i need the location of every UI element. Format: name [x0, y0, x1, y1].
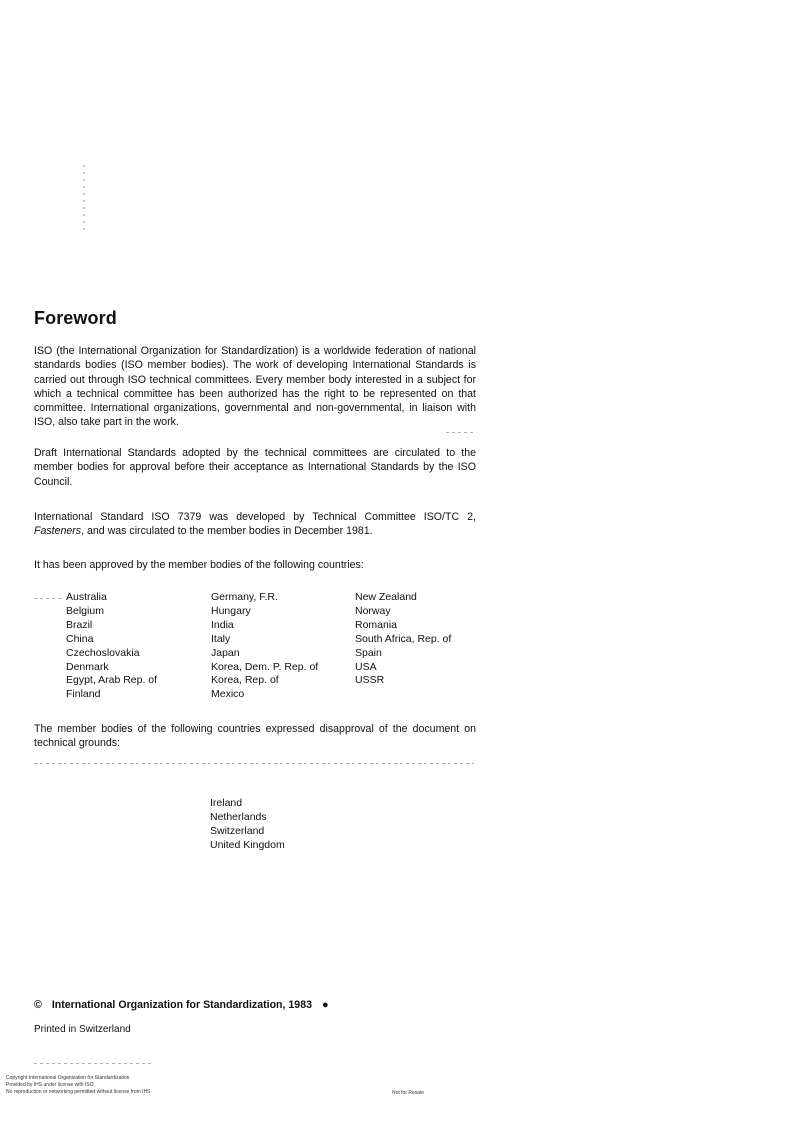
- country-item: Spain: [355, 646, 382, 659]
- footer-line: Provided by IHS under license with ISO: [6, 1082, 94, 1088]
- paragraph-iso-7379: [34, 510, 476, 539]
- country-item: Norway: [355, 604, 391, 617]
- copyright-line: [34, 999, 329, 1011]
- scan-artifact-line: [34, 1063, 154, 1064]
- p3-end-text: , and was circulated to the member bodies in December 1981.: [81, 525, 373, 538]
- country-item: Brazil: [66, 618, 93, 631]
- country-item: Czechoslovakia: [66, 646, 140, 659]
- scan-artifact-dots: [83, 165, 85, 231]
- country-item: United Kingdom: [210, 838, 285, 851]
- approved-countries-list: [66, 591, 486, 702]
- country-item: China: [66, 632, 94, 645]
- footer-line: Copyright International Organization for Standardization: [6, 1075, 130, 1081]
- country-item: Ireland: [210, 797, 243, 809]
- page-title: Foreword: [34, 308, 117, 328]
- paragraph-draft-standards: Draft International Standards adopted by the technical committees are circulated to the member bodies for approval before their acceptance as International Standards by the ISO Council.: [34, 447, 476, 488]
- printed-location: Printed in Switzerland: [34, 1024, 131, 1035]
- footer-line: No reproduction or networking permitted without license from IHS: [6, 1089, 151, 1095]
- country-item: Belgium: [66, 604, 104, 617]
- country-item: Romania: [355, 618, 398, 631]
- country-item: Australia: [66, 591, 107, 603]
- bullet-icon: ●: [322, 999, 329, 1011]
- country-item: Germany, F.R.: [211, 591, 278, 603]
- country-item: Egypt, Arab Rep. of: [66, 674, 158, 687]
- paragraph-disapproval-intro: The member bodies of the following countries expressed disapproval of the document on technical grounds:: [34, 723, 476, 750]
- not-for-resale-label: Not for Resale: [392, 1090, 424, 1096]
- country-item: USA: [355, 660, 377, 673]
- p3-committee-name: Fasteners: [34, 525, 82, 538]
- p3-start-text: International Standard ISO 7379 was developed by Technical Committee ISO/TC 2,: [34, 511, 476, 523]
- country-item: Mexico: [211, 688, 245, 701]
- country-item: Korea, Rep. of: [211, 674, 279, 687]
- country-item: Switzerland: [210, 824, 265, 837]
- country-item: Korea, Dem. P. Rep. of: [211, 660, 319, 673]
- approved-countries-column-1: [66, 591, 211, 702]
- license-footer: [6, 1075, 151, 1096]
- country-item: Netherlands: [210, 810, 267, 823]
- scan-artifact-line: [34, 598, 64, 599]
- country-item: Japan: [211, 646, 240, 659]
- country-item: Denmark: [66, 660, 109, 673]
- disapproving-countries-list: [210, 797, 285, 853]
- copyright-symbol: ©: [34, 999, 42, 1011]
- paragraph-approval-intro: It has been approved by the member bodies of the following countries:: [34, 559, 364, 571]
- copyright-text: International Organization for Standardization, 1983: [51, 999, 312, 1011]
- country-item: Italy: [211, 632, 231, 645]
- scan-artifact-line: [34, 763, 474, 764]
- approved-countries-column-2: [211, 591, 355, 702]
- country-item: Hungary: [211, 604, 251, 617]
- country-item: India: [211, 618, 234, 631]
- country-item: New Zealand: [355, 591, 417, 603]
- country-item: South Africa, Rep. of: [355, 632, 452, 645]
- paragraph-iso-federation: ISO (the International Organization for Standardization) is a worldwide federation of national standards bodies (ISO member bodies). The work of developing International Standards is carried out through ISO technical committees. Every member body interested in a subject for which a technical committee has been authorized has the right to be represented on that committee. International organizations, governmental and non-governmental, in liaison with ISO, also take part in the work.: [34, 345, 476, 429]
- scan-artifact-line: [446, 432, 476, 433]
- approved-countries-column-3: [355, 591, 495, 702]
- country-item: Finland: [66, 688, 101, 701]
- country-item: USSR: [355, 674, 385, 687]
